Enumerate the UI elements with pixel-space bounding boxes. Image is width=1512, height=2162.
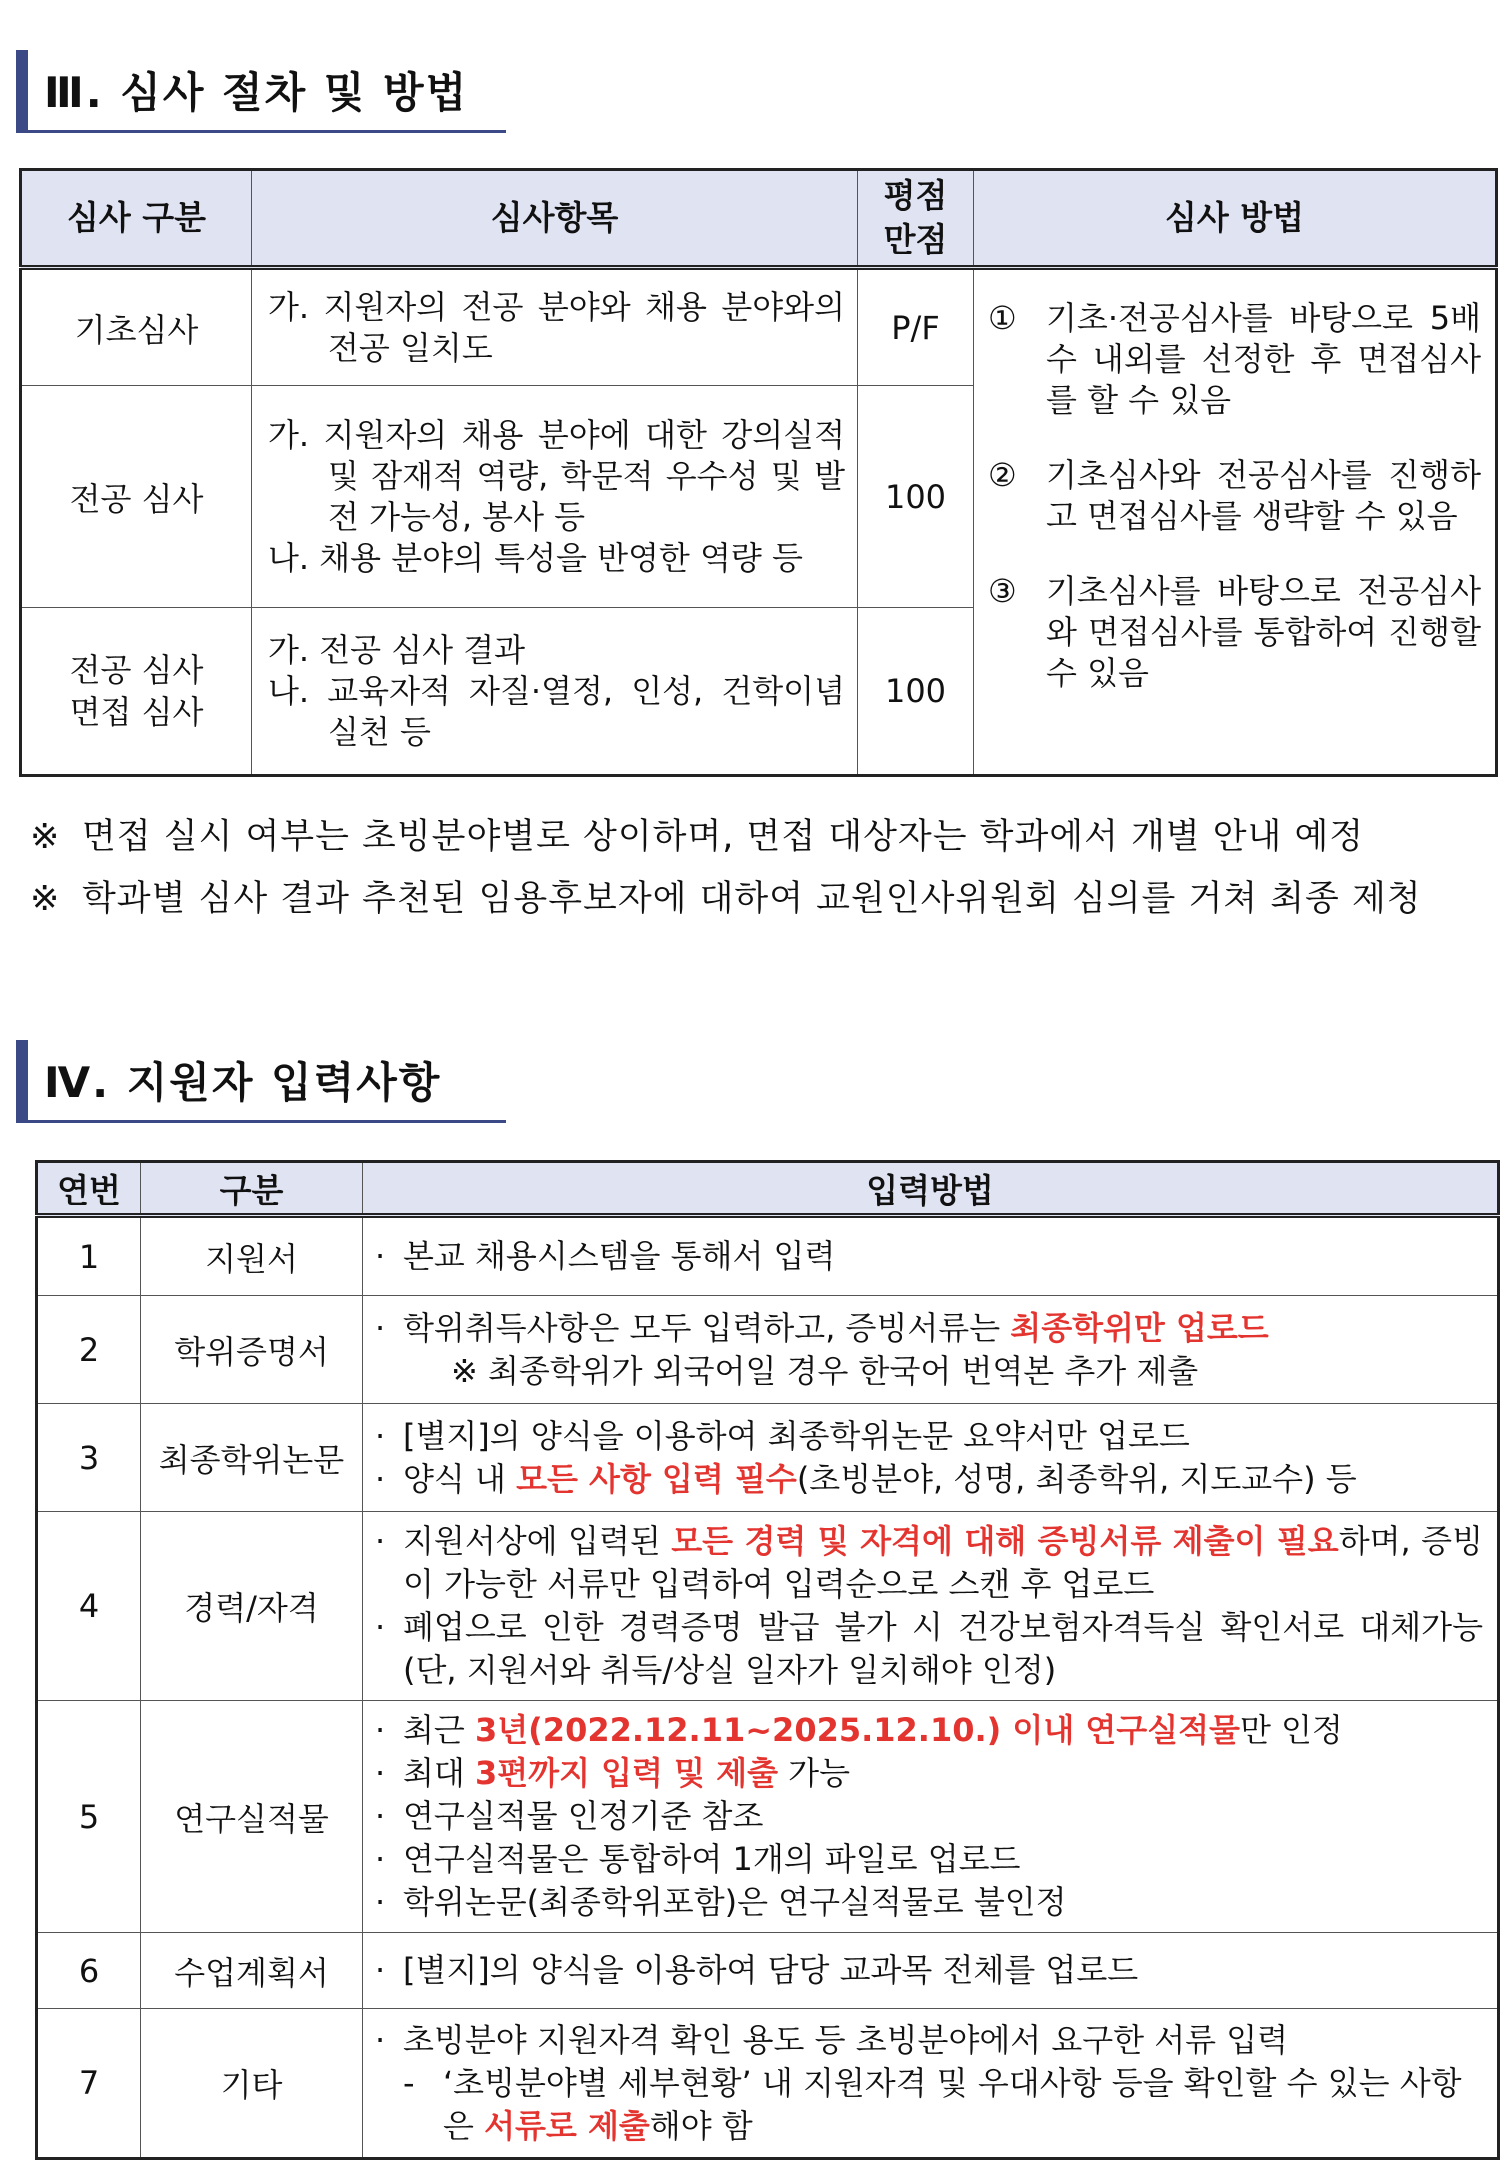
bullet-dot: · — [375, 1951, 386, 1989]
bullet-item — [375, 1838, 1483, 1881]
heading-accent-bar — [16, 1040, 28, 1120]
heading-underline — [16, 1120, 506, 1123]
row-score: P/F — [858, 268, 974, 386]
bullet-item — [375, 1307, 1483, 1350]
bullet-item — [375, 2019, 1483, 2062]
bullet-text: 폐업으로 인한 경력증명 발급 불가 시 건강보험자격득실 확인서로 대체가능 (단, 지원서와 취득/상실 일자가 일치해야 인정) — [403, 1608, 1483, 1689]
section-4-heading — [16, 1040, 506, 1126]
row-method — [363, 1216, 1499, 1296]
row-no: 7 — [37, 2009, 141, 2159]
row-category: 기초심사 — [21, 268, 252, 386]
row-no: 4 — [37, 1512, 141, 1701]
row-no: 3 — [37, 1404, 141, 1512]
bullet-item — [375, 1235, 1483, 1278]
row-category: 전공 심사 면접 심사 — [21, 608, 252, 776]
bullet-item — [375, 1606, 1483, 1692]
review-item: 나. 채용 분야의 특성을 반영한 역량 등 — [268, 538, 803, 577]
bullet-item — [375, 1795, 1483, 1838]
bullet-dot: · — [375, 1711, 386, 1749]
sub-note: ※ 최종학위가 외국어일 경우 한국어 번역본 추가 제출 — [451, 1351, 1199, 1390]
bullet-text: 연구실적물 인정기준 참조 — [403, 1797, 764, 1835]
header-items: 심사항목 — [252, 170, 858, 268]
table-row — [37, 1933, 1499, 2009]
table-row — [37, 2009, 1499, 2159]
method-text: 기초심사와 전공심사를 진행하고 면접심사를 생략할 수 있음 — [1046, 456, 1481, 535]
bullet-dot: · — [375, 1840, 386, 1878]
highlight-text: 모든 사항 입력 필수 — [516, 1459, 797, 1498]
table-row — [37, 1701, 1499, 1933]
applicant-input-table — [35, 1160, 1500, 2160]
sub-item — [375, 2062, 1483, 2148]
bullet-dot: · — [375, 1883, 386, 1921]
highlight-text: 모든 경력 및 자격에 대해 증빙서류 제출이 필요 — [671, 1522, 1339, 1560]
row-items — [252, 608, 858, 776]
row-category: 학위증명서 — [141, 1296, 363, 1404]
note-item — [30, 806, 1500, 868]
row-category: 경력/자격 — [141, 1512, 363, 1701]
row-method — [363, 1933, 1499, 2009]
method-text: 기초심사를 바탕으로 전공심사와 면접심사를 통합하여 진행할 수 있음 — [1046, 572, 1481, 692]
table-header-row — [37, 1162, 1499, 1216]
section-3-heading — [16, 50, 506, 136]
method-item — [988, 571, 1481, 694]
row-category: 전공 심사 — [21, 386, 252, 608]
bullet-dot: · — [375, 1308, 386, 1347]
row-category: 수업계획서 — [141, 1933, 363, 2009]
sub-text: 해야 함 — [649, 2106, 753, 2145]
method-number: ① — [988, 299, 1017, 337]
row-category: 최종학위논문 — [141, 1404, 363, 1512]
row-method — [363, 2009, 1499, 2159]
row-no: 6 — [37, 1933, 141, 2009]
bullet-text: 최대 — [403, 1754, 475, 1792]
section-3-title: Ⅲ. 심사 절차 및 방법 — [44, 68, 469, 117]
bullet-text: 본교 채용시스템을 통해서 입력 — [403, 1237, 836, 1275]
table-row — [37, 1404, 1499, 1512]
bullet-dot: · — [375, 1237, 386, 1275]
highlight-text: 3년(2022.12.11~2025.12.10.) 이내 연구실적물 — [475, 1711, 1240, 1749]
bullet-text: 초빙분야 지원자격 확인 용도 등 초빙분야에서 요구한 서류 입력 — [403, 2020, 1289, 2059]
bullet-dot: · — [375, 2020, 386, 2059]
row-method — [363, 1404, 1499, 1512]
section-4-title: Ⅳ. 지원자 입력사항 — [44, 1058, 442, 1107]
sub-dash: - — [403, 2063, 415, 2102]
bullet-dot: · — [375, 1754, 386, 1792]
review-item: 가. 전공 심사 결과 — [268, 630, 526, 669]
row-no: 5 — [37, 1701, 141, 1933]
review-item: 나. 교육자적 자질·열정, 인성, 건학이념 실천 등 — [268, 671, 845, 751]
row-category: 연구실적물 — [141, 1701, 363, 1933]
review-item: 가. 지원자의 전공 분야와 채용 분야와의 전공 일치도 — [268, 287, 845, 367]
header-method: 입력방법 — [363, 1162, 1499, 1216]
bullet-item — [375, 1415, 1483, 1458]
highlight-text: 3편까지 입력 및 제출 — [475, 1754, 778, 1792]
bullet-text: [별지]의 양식을 이용하여 담당 교과목 전체를 업로드 — [403, 1951, 1139, 1989]
row-score: 100 — [858, 608, 974, 776]
bullet-text: 학위취득사항은 모두 입력하고, 증빙서류는 — [403, 1308, 1011, 1347]
row-method — [363, 1701, 1499, 1933]
heading-underline — [16, 130, 506, 133]
row-no: 1 — [37, 1216, 141, 1296]
bullet-text: 학위논문(최종학위포함)은 연구실적물로 불인정 — [403, 1883, 1067, 1921]
table-row — [37, 1216, 1499, 1296]
row-no: 2 — [37, 1296, 141, 1404]
header-method: 심사 방법 — [974, 170, 1497, 268]
note-item — [30, 868, 1500, 930]
bullet-text: 만 인정 — [1239, 1711, 1343, 1749]
bullet-text: (초빙분야, 성명, 최종학위, 지도교수) 등 — [796, 1459, 1357, 1498]
method-number: ③ — [988, 572, 1017, 610]
review-procedure-table — [19, 168, 1498, 777]
table-header-row — [21, 170, 1497, 268]
bullet-dot: · — [375, 1416, 386, 1455]
bullet-text: 하며, 증빙이 가능한 서류만 입력하여 입력순으로 스캔 후 업로드 — [403, 1522, 1483, 1603]
bullet-item — [375, 1881, 1483, 1924]
row-category: 지원서 — [141, 1216, 363, 1296]
bullet-dot: · — [375, 1522, 386, 1560]
bullet-text: 가능 — [777, 1754, 850, 1792]
header-category: 구분 — [141, 1162, 363, 1216]
row-method — [363, 1512, 1499, 1701]
bullet-dot: · — [375, 1608, 386, 1646]
note-mark: ※ — [30, 817, 61, 857]
bullet-item — [375, 1752, 1483, 1795]
review-item: 가. 지원자의 채용 분야에 대한 강의실적 및 잠재적 역량, 학문적 우수성 및 발전 가능성, 봉사 등 — [268, 415, 845, 536]
bullet-dot: · — [375, 1797, 386, 1835]
bullet-text: 최근 — [403, 1711, 475, 1749]
header-score: 평점 만점 — [858, 170, 974, 268]
table-row — [37, 1512, 1499, 1701]
note-text: 면접 실시 여부는 초빙분야별로 상이하며, 면접 대상자는 학과에서 개별 안내 예정 — [82, 817, 1365, 857]
header-no: 연번 — [37, 1162, 141, 1216]
method-item — [988, 298, 1481, 421]
review-methods — [974, 268, 1497, 776]
bullet-item — [375, 1458, 1483, 1501]
method-item — [988, 455, 1481, 537]
bullet-text: [별지]의 양식을 이용하여 최종학위논문 요약서만 업로드 — [403, 1416, 1190, 1455]
bullet-item — [375, 1520, 1483, 1606]
bullet-text: 지원서상에 입력된 — [403, 1522, 672, 1560]
sub-text: ‘초빙분야별 세부현황’ 내 지원자격 및 우대사항 등을 확인할 수 있는 사항은 — [443, 2063, 1462, 2145]
note-mark: ※ — [30, 879, 61, 919]
row-method — [363, 1296, 1499, 1404]
bullet-item — [375, 1709, 1483, 1752]
heading-accent-bar — [16, 50, 28, 130]
table-row — [21, 268, 1497, 386]
highlight-text: 서류로 제출 — [484, 2106, 650, 2145]
notes — [30, 806, 1500, 930]
header-category: 심사 구분 — [21, 170, 252, 268]
bullet-item — [375, 1949, 1483, 1992]
row-score: 100 — [858, 386, 974, 608]
row-items — [252, 386, 858, 608]
bullet-dot: · — [375, 1459, 386, 1498]
row-items — [252, 268, 858, 386]
highlight-text: 최종학위만 업로드 — [1010, 1308, 1269, 1347]
method-text: 기초·전공심사를 바탕으로 5배수 내외를 선정한 후 면접심사를 할 수 있음 — [1046, 299, 1481, 419]
note-text: 학과별 심사 결과 추천된 임용후보자에 대하여 교원인사위원회 심의를 거쳐 최종 제청 — [82, 879, 1422, 919]
bullet-text: 양식 내 — [403, 1459, 517, 1498]
table-row — [37, 1296, 1499, 1404]
row-category: 기타 — [141, 2009, 363, 2159]
bullet-text: 연구실적물은 통합하여 1개의 파일로 업로드 — [403, 1840, 1021, 1878]
method-number: ② — [988, 456, 1017, 494]
